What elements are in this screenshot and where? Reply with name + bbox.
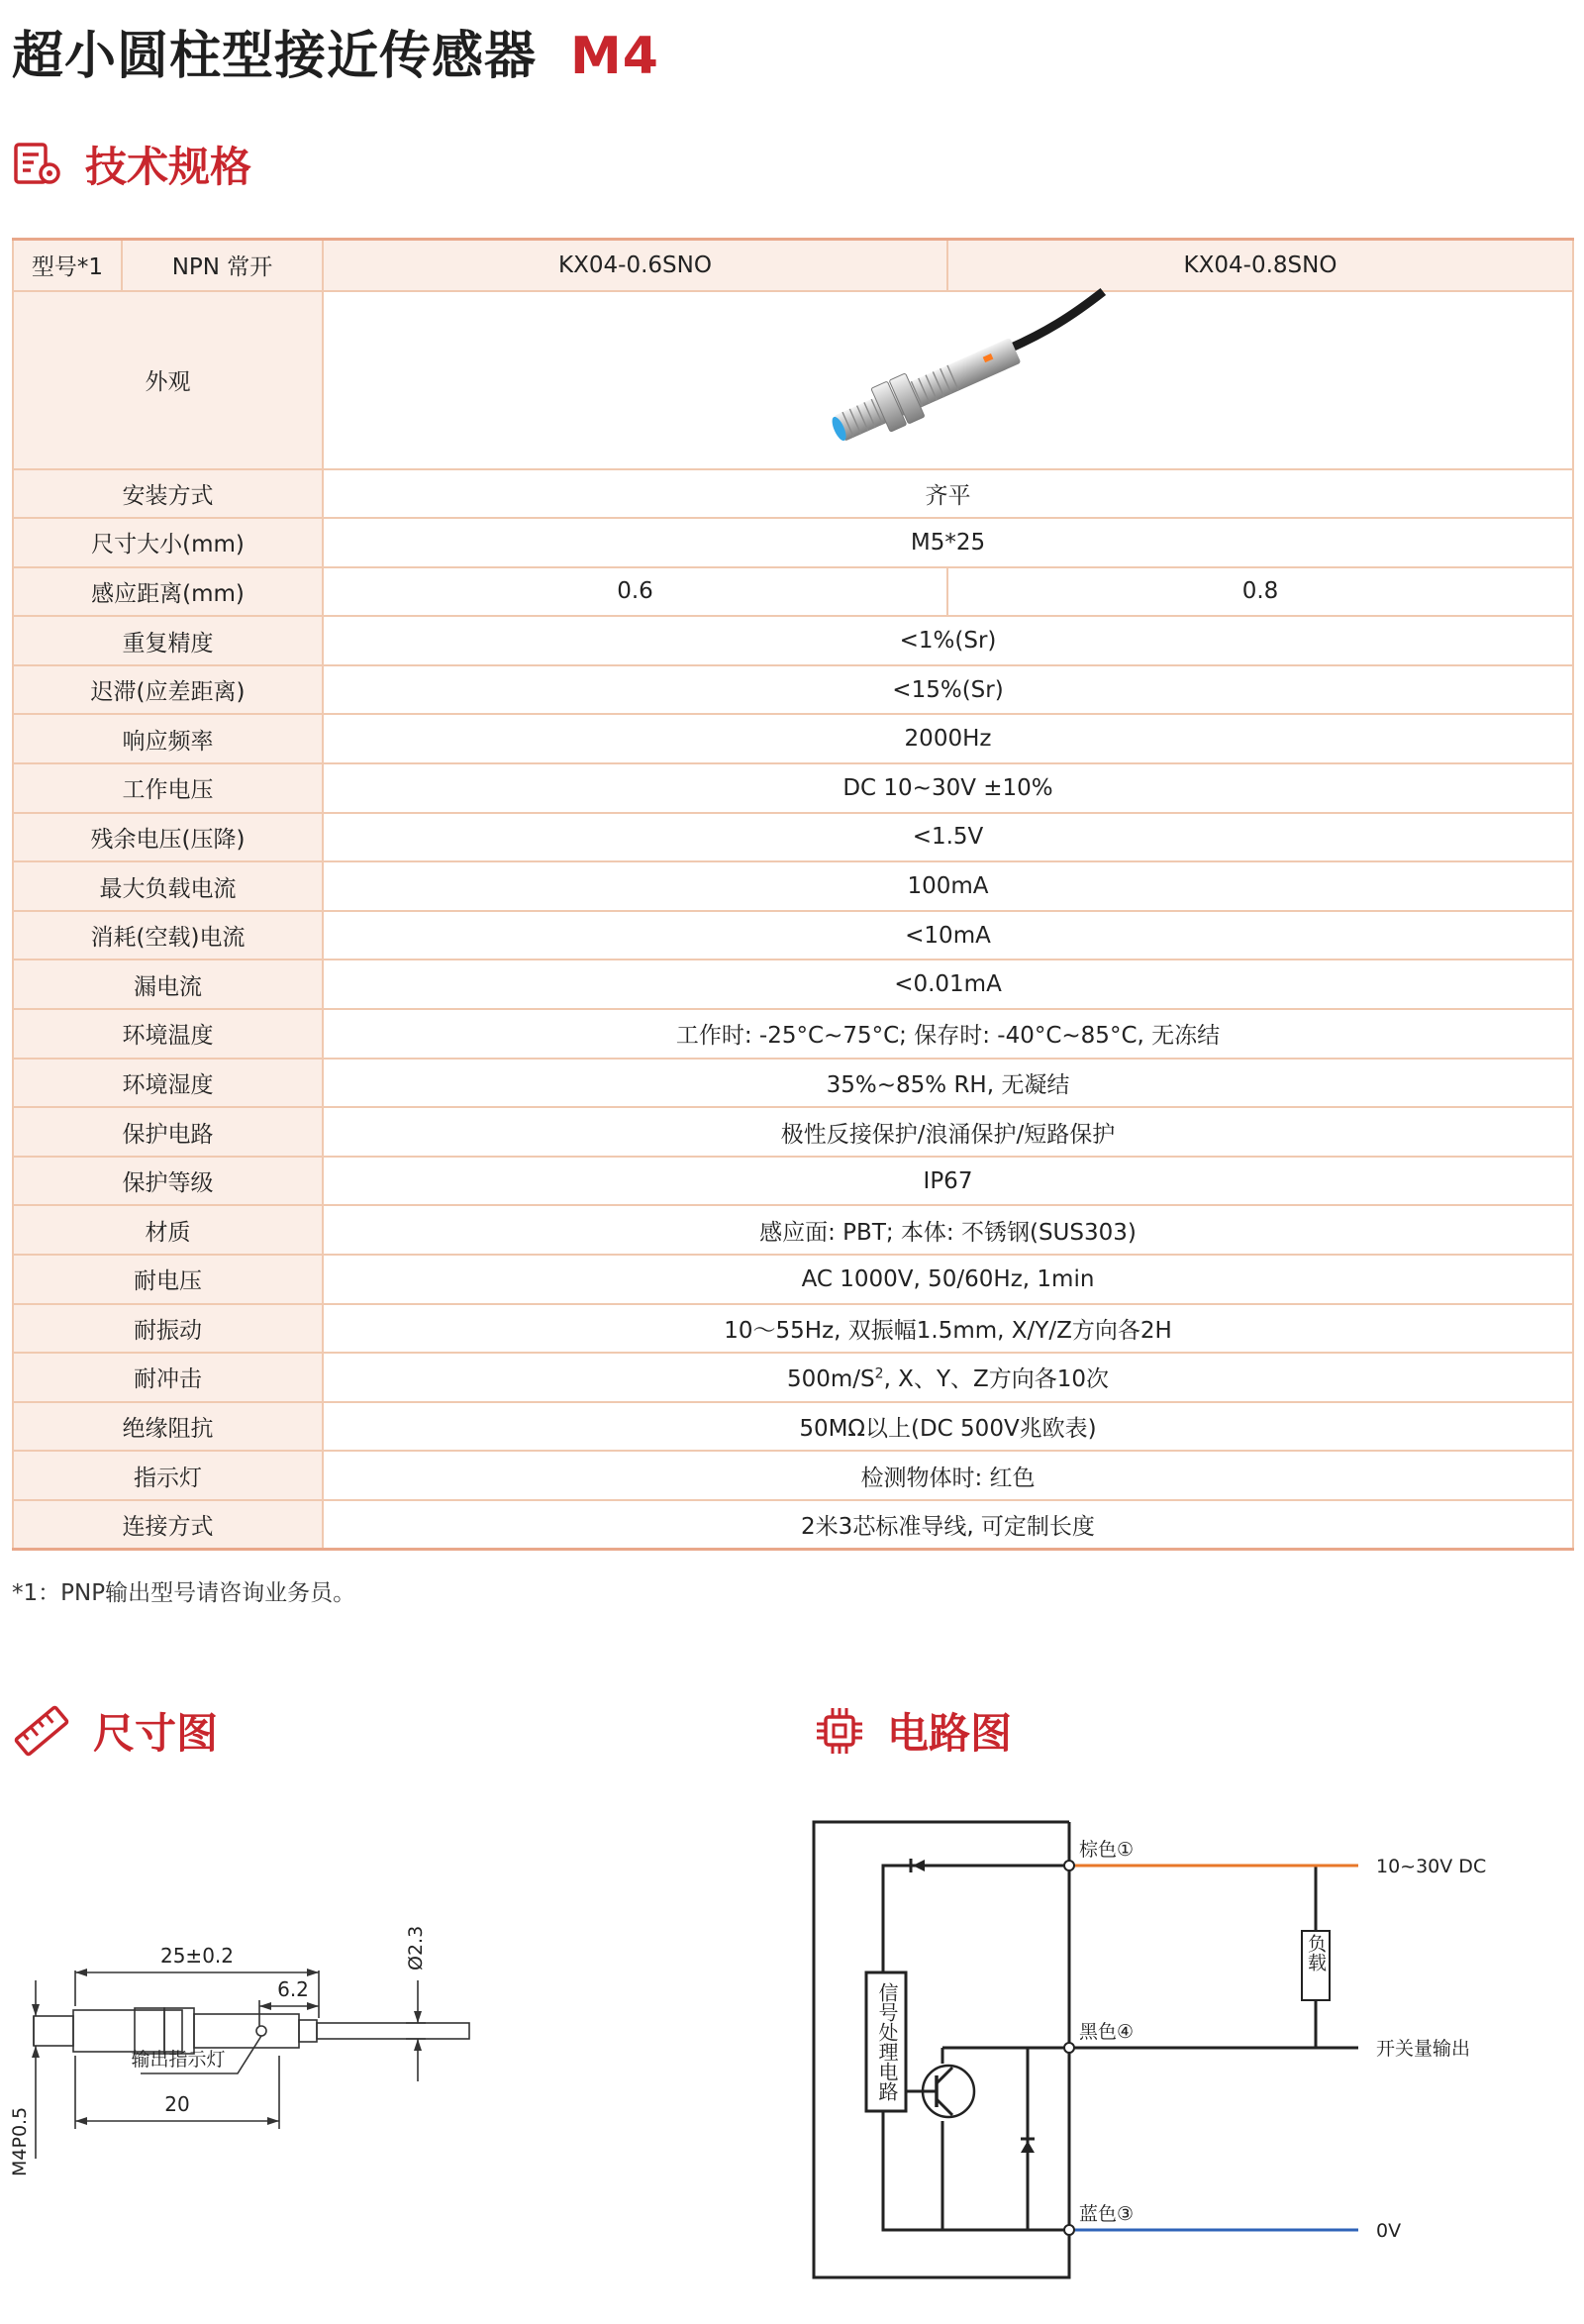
spec-label: 耐电压 <box>13 1255 323 1304</box>
table-row <box>13 1353 1573 1402</box>
table-row <box>13 861 1573 911</box>
table-row <box>13 911 1573 960</box>
spec-value: <15%(Sr) <box>323 665 1573 715</box>
spec-value-a: 0.6 <box>323 567 947 617</box>
table-row <box>13 1157 1573 1206</box>
table-row <box>13 469 1573 519</box>
spec-label: 漏电流 <box>13 960 323 1009</box>
output-type-header: NPN 常开 <box>122 240 323 291</box>
spec-value-text: , X、Y、Z方向各10次 <box>883 1366 1110 1393</box>
spec-value: 100mA <box>323 861 1573 911</box>
footnote: *1：PNP输出型号请咨询业务员。 <box>12 1580 356 1606</box>
product-image-cell <box>323 291 1573 469</box>
spec-value <box>323 1353 1573 1402</box>
spec-label: 材质 <box>13 1205 323 1255</box>
indicator-label: 输出指示灯 <box>131 2049 226 2071</box>
table-row <box>13 1059 1573 1108</box>
spec-label: 尺寸大小(mm) <box>13 518 323 567</box>
table-row <box>13 960 1573 1009</box>
circuit-section-title: 电路图 <box>887 1709 1013 1758</box>
appearance-label: 外观 <box>13 291 323 469</box>
table-row <box>13 518 1573 567</box>
overall-length-label: 25±0.2 <box>159 1944 235 1968</box>
table-header-row <box>13 240 1573 291</box>
blue-wire-label: 蓝色③ <box>1079 2203 1135 2225</box>
dimensions-section-header <box>12 1701 218 1761</box>
spec-label: 消耗(空载)电流 <box>13 911 323 960</box>
spec-value-b: 0.8 <box>947 567 1573 617</box>
spec-label: 绝缘阻抗 <box>13 1402 323 1452</box>
spec-label: 工作电压 <box>13 763 323 813</box>
table-row <box>13 665 1573 715</box>
spec-value: M5*25 <box>323 518 1573 567</box>
spec-value: 2米3芯标准导线, 可定制长度 <box>323 1500 1573 1550</box>
dimension-drawing <box>9 1862 507 2188</box>
table-row <box>13 1304 1573 1354</box>
cable-offset-label: 6.2 <box>277 1977 309 2001</box>
spec-value: <1.5V <box>323 813 1573 862</box>
spec-label: 迟滞(应差距离) <box>13 665 323 715</box>
model-a-header: KX04-0.6SNO <box>323 240 947 291</box>
chip-icon <box>814 1705 865 1757</box>
table-row <box>13 714 1573 763</box>
spec-label: 残余电压(压降) <box>13 813 323 862</box>
brown-wire-label: 棕色① <box>1079 1839 1135 1861</box>
ground-label: 0V <box>1376 2220 1402 2242</box>
output-label: 开关量输出 <box>1376 2038 1471 2060</box>
signal-block-label: 信号处理电路 <box>875 1982 899 2101</box>
spec-value: 50MΩ以上(DC 500V兆欧表) <box>323 1402 1573 1452</box>
table-row <box>13 1451 1573 1500</box>
spec-value: <1%(Sr) <box>323 616 1573 665</box>
specs-section-header <box>12 135 251 194</box>
appearance-row <box>13 291 1573 469</box>
table-row <box>13 616 1573 665</box>
spec-sheet-icon <box>12 141 63 188</box>
spec-value: 感应面: PBT; 本体: 不锈钢(SUS303) <box>323 1205 1573 1255</box>
spec-value: AC 1000V, 50/60Hz, 1min <box>323 1255 1573 1304</box>
cable-diameter-label: Ø2.3 <box>405 1925 427 1970</box>
model-header: 型号*1 <box>13 240 122 291</box>
spec-value: 极性反接保护/浪涌保护/短路保护 <box>323 1107 1573 1157</box>
table-row <box>13 763 1573 813</box>
product-name: 超小圆柱型接近传感器 <box>12 27 538 86</box>
spec-value: 工作时: -25°C~75°C; 保存时: -40°C~85°C, 无冻结 <box>323 1009 1573 1059</box>
spec-label: 耐振动 <box>13 1304 323 1354</box>
spec-label: 连接方式 <box>13 1500 323 1550</box>
supply-label: 10~30V DC <box>1376 1856 1487 1877</box>
sensor-product-image <box>770 293 1127 461</box>
table-row <box>13 813 1573 862</box>
spec-label: 环境湿度 <box>13 1059 323 1108</box>
spec-label: 最大负载电流 <box>13 861 323 911</box>
product-model: M4 <box>570 27 659 86</box>
load-label: 负载 <box>1305 1934 1327 1971</box>
spec-value-superscript: 2 <box>874 1365 884 1382</box>
circuit-diagram <box>804 1802 1497 2297</box>
table-row <box>13 1009 1573 1059</box>
spec-value-text: 500m/S <box>786 1366 875 1393</box>
spec-value: 35%~85% RH, 无凝结 <box>323 1059 1573 1108</box>
black-wire-label: 黑色④ <box>1079 2021 1135 2043</box>
spec-value: <0.01mA <box>323 960 1573 1009</box>
spec-value: 10～55Hz, 双振幅1.5mm, X/Y/Z方向各2H <box>323 1304 1573 1354</box>
spec-label: 环境温度 <box>13 1009 323 1059</box>
spec-label: 保护等级 <box>13 1157 323 1206</box>
thread-length-label: 20 <box>164 2092 190 2116</box>
spec-value: DC 10~30V ±10% <box>323 763 1573 813</box>
thread-spec-label: M4P0.5 <box>9 2106 31 2176</box>
spec-label: 感应距离(mm) <box>13 567 323 617</box>
spec-label: 响应频率 <box>13 714 323 763</box>
ruler-icon <box>12 1705 71 1757</box>
spec-label: 保护电路 <box>13 1107 323 1157</box>
spec-label: 耐冲击 <box>13 1353 323 1402</box>
circuit-section-header <box>814 1701 1012 1761</box>
table-row <box>13 1500 1573 1550</box>
spec-label: 指示灯 <box>13 1451 323 1500</box>
page-title <box>12 14 659 88</box>
table-row <box>13 1255 1573 1304</box>
spec-value: 齐平 <box>323 469 1573 519</box>
model-b-header: KX04-0.8SNO <box>947 240 1573 291</box>
table-row <box>13 567 1573 617</box>
spec-value: <10mA <box>323 911 1573 960</box>
table-row <box>13 1205 1573 1255</box>
spec-label: 重复精度 <box>13 616 323 665</box>
spec-label: 安装方式 <box>13 469 323 519</box>
table-row <box>13 1107 1573 1157</box>
spec-value: 检测物体时: 红色 <box>323 1451 1573 1500</box>
specs-section-title: 技术规格 <box>85 143 252 191</box>
dimensions-section-title: 尺寸图 <box>93 1709 219 1758</box>
table-row <box>13 1402 1573 1452</box>
spec-value: 2000Hz <box>323 714 1573 763</box>
spec-value: IP67 <box>323 1157 1573 1206</box>
spec-table <box>12 238 1574 1551</box>
